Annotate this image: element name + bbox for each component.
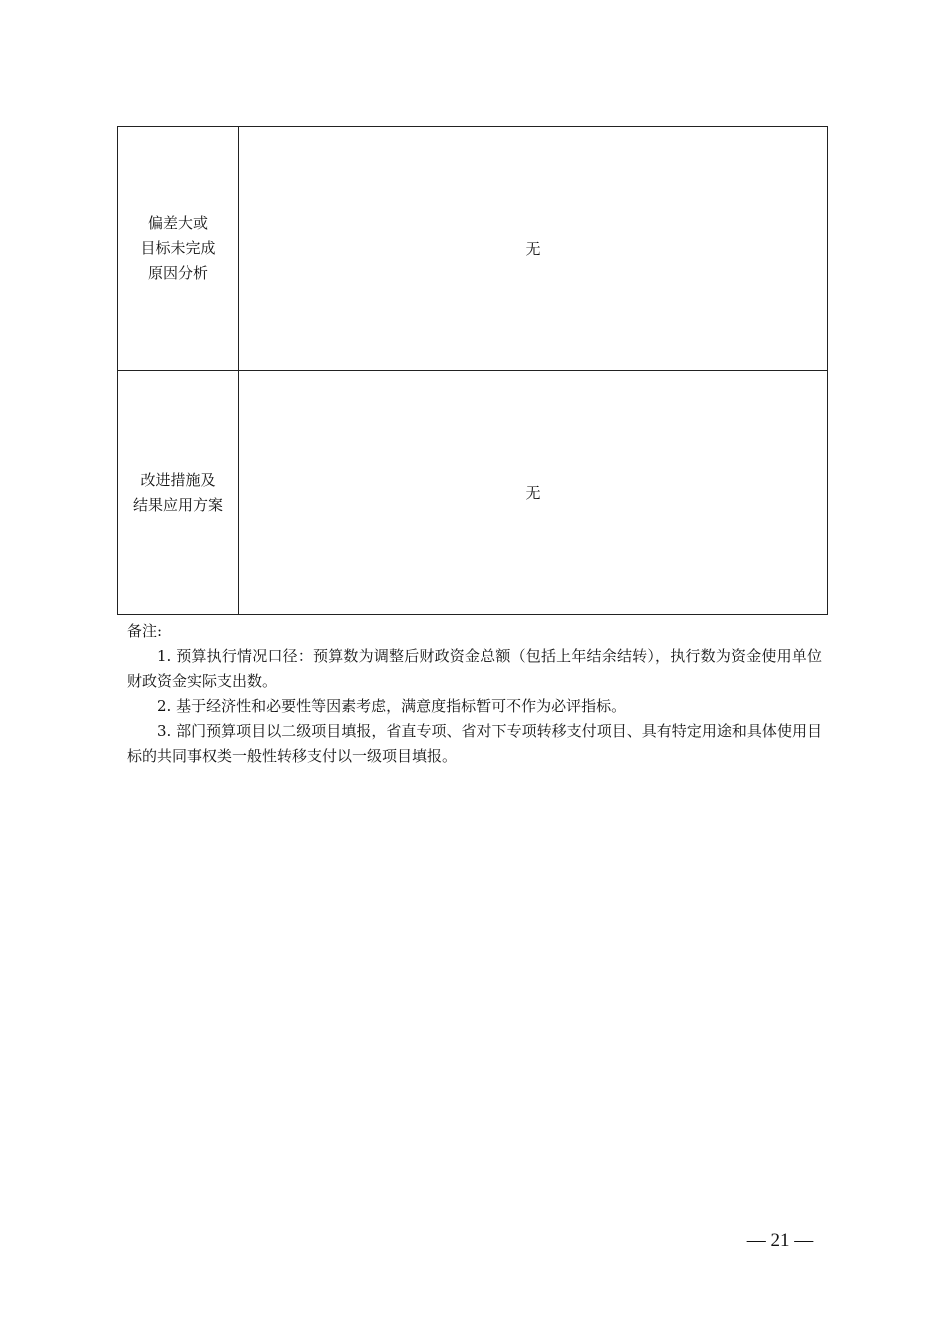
- note-item: 2. 基于经济性和必要性等因素考虑，满意度指标暂可不作为必评指标。: [157, 697, 627, 715]
- notes-section: [127, 619, 822, 769]
- page-number: — 21 —: [746, 1230, 814, 1251]
- label-line: 结果应用方案: [132, 495, 223, 514]
- label-line: 原因分析: [147, 264, 208, 282]
- row-value-deviation-analysis: 无: [239, 127, 828, 371]
- label-line: 目标未完成: [140, 239, 216, 257]
- row-label-improvement-measures: [118, 371, 239, 615]
- row-label-deviation-analysis: [118, 127, 239, 371]
- table-row: [118, 371, 828, 615]
- note-item: 3. 部门预算项目以二级项目填报，省直专项、省对下专项转移支付项目、具有特定用途和具体使用目标的共同事权类一般性转移支付以一级项目填报。: [127, 722, 822, 765]
- table-row: [118, 127, 828, 371]
- notes-heading: 备注:: [127, 622, 163, 640]
- row-value-improvement-measures: 无: [239, 371, 828, 615]
- label-line: 改进措施及: [140, 470, 216, 489]
- performance-table: [117, 126, 828, 615]
- label-line: 偏差大或: [147, 214, 208, 232]
- note-item: 1. 预算执行情况口径：预算数为调整后财政资金总额（包括上年结余结转），执行数为资金使用单位财政资金实际支出数。: [127, 647, 822, 690]
